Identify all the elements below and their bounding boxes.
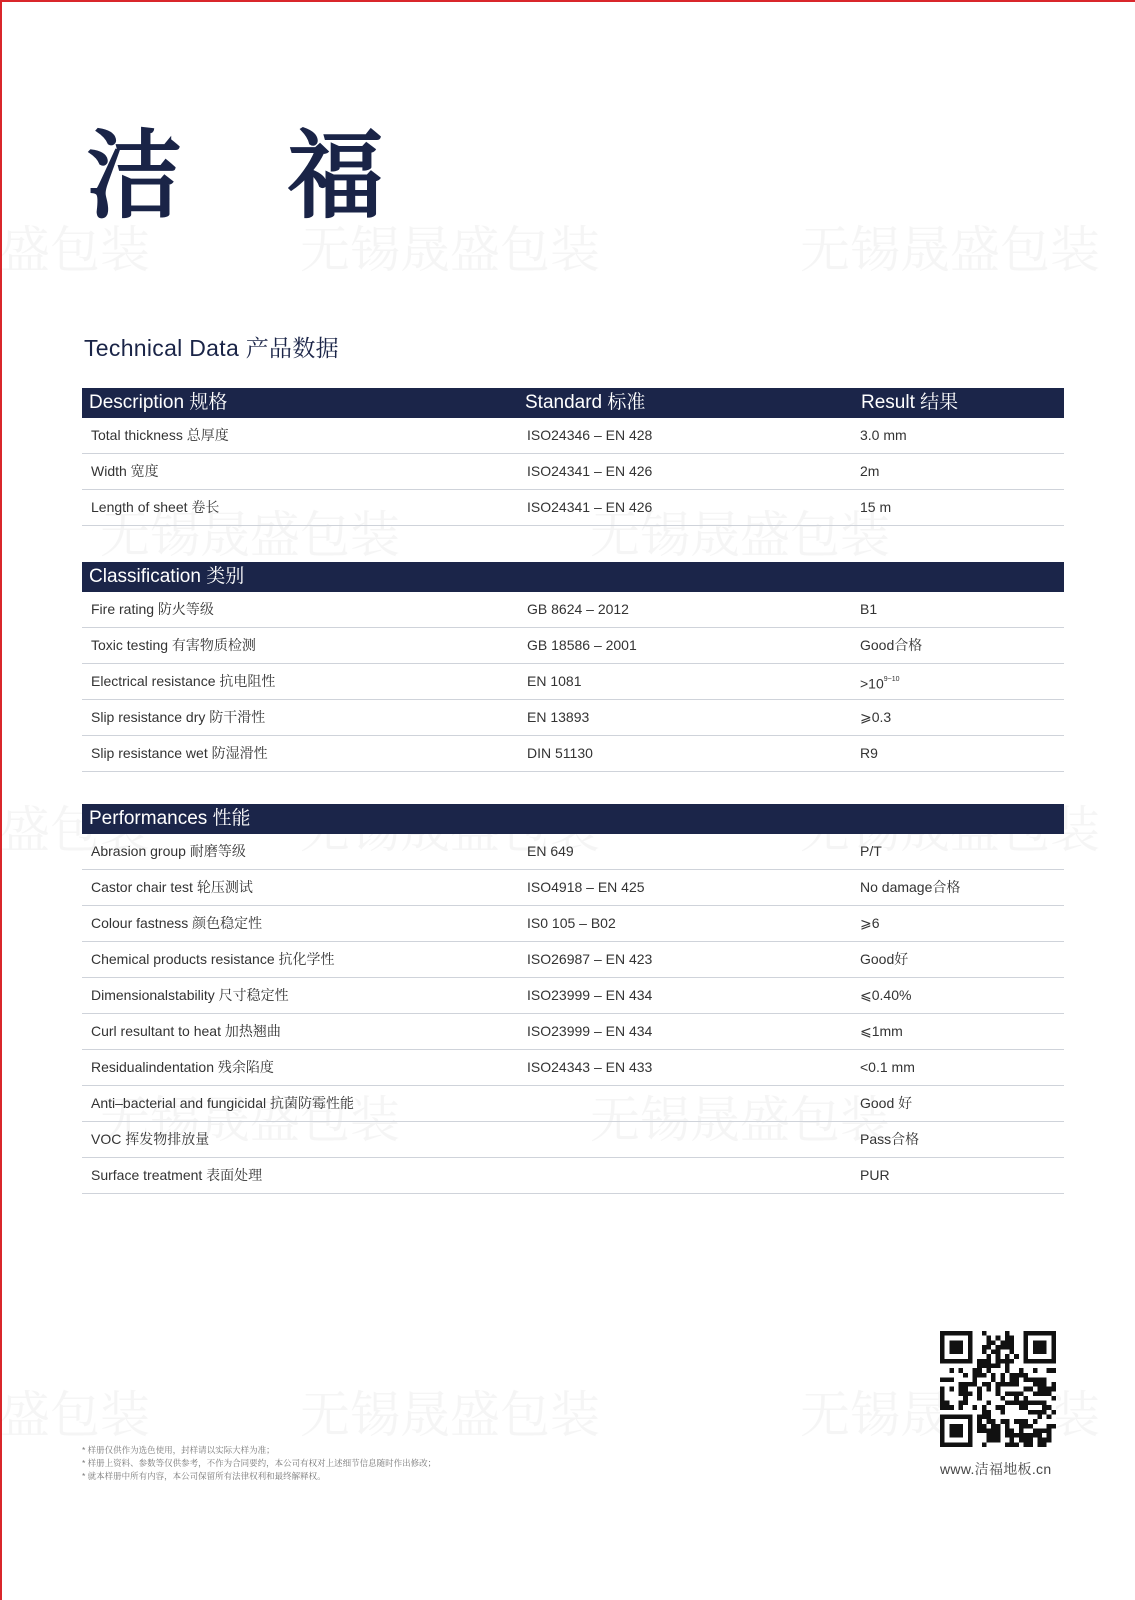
row-standard: ISO24343 – EN 433 (527, 1059, 653, 1075)
table-row (82, 942, 1064, 978)
frame-left-border (0, 0, 2, 1600)
row-description: Fire rating 防火等级 (91, 601, 214, 617)
row-description: Chemical products resistance 抗化学性 (91, 951, 335, 967)
table-row (82, 1014, 1064, 1050)
table-row (82, 834, 1064, 870)
header-standard: Standard 标准 (525, 392, 646, 413)
note-line: * 就本样册中所有内容，本公司保留所有法律权利和最终解释权。 (82, 1471, 326, 1481)
row-standard: ISO4918 – EN 425 (527, 879, 645, 895)
note-line: * 样册仅供作为选色使用，封样请以实际大样为准； (82, 1445, 275, 1455)
row-result: ⩽1mm (860, 1023, 903, 1039)
row-description: Dimensionalstability 尺寸稳定性 (91, 987, 289, 1003)
performances-table (82, 804, 1064, 1194)
table-row (82, 1050, 1064, 1086)
table-header-band (82, 388, 1064, 418)
website-url: www.洁福地板.cn (940, 1461, 1052, 1477)
table-row (82, 736, 1064, 772)
table-row (82, 592, 1064, 628)
row-standard: ISO26987 – EN 423 (527, 951, 653, 967)
header-result: Result 结果 (861, 392, 959, 413)
performances-band (82, 804, 1064, 834)
description-table (82, 388, 1064, 526)
row-description: Length of sheet 卷长 (91, 499, 220, 515)
table-row (82, 628, 1064, 664)
result-exponent: 9~10 (883, 676, 900, 683)
table-row (82, 1122, 1064, 1158)
row-description: Anti–bacterial and fungicidal 抗菌防霉性能 (91, 1095, 355, 1111)
row-description: Abrasion group 耐磨等级 (91, 843, 246, 859)
row-description: Curl resultant to heat 加热翘曲 (91, 1023, 281, 1039)
row-result: ⩾0.3 (860, 709, 892, 725)
section-title: Technical Data 产品数据 (84, 335, 339, 361)
row-description: Castor chair test 轮压测试 (91, 879, 253, 895)
row-result: Good好 (860, 951, 909, 967)
row-description: Toxic testing 有害物质检测 (91, 637, 256, 653)
table-row (82, 490, 1064, 526)
watermark (800, 210, 1100, 282)
classification-title: Classification 类别 (89, 566, 245, 587)
row-description: VOC 挥发物排放量 (91, 1131, 210, 1147)
row-standard: DIN 51130 (527, 745, 593, 761)
row-result: 15 m (860, 499, 892, 515)
row-result: B1 (860, 601, 878, 617)
row-result (860, 664, 900, 702)
performances-title: Performances 性能 (89, 808, 251, 829)
table-row (82, 870, 1064, 906)
row-result: Pass合格 (860, 1131, 920, 1147)
row-result: 3.0 mm (860, 427, 907, 443)
row-result: Good 好 (860, 1095, 913, 1111)
note-line: * 样册上资料、参数等仅供参考，不作为合同要约，本公司有权对上述细节信息随时作出修改； (82, 1458, 437, 1468)
row-description: Width 宽度 (91, 463, 159, 479)
watermark (0, 1375, 150, 1447)
row-description: Electrical resistance 抗电阻性 (91, 673, 276, 689)
row-description: Colour fastness 颜色稳定性 (91, 915, 263, 931)
row-description: Surface treatment 表面处理 (91, 1167, 263, 1183)
header-description: Description 规格 (89, 392, 228, 413)
footer-notes (82, 1444, 436, 1483)
classification-band (82, 562, 1064, 592)
row-description: Slip resistance dry 防干滑性 (91, 709, 266, 725)
row-standard: ISO24341 – EN 426 (527, 463, 653, 479)
row-result: Good合格 (860, 637, 923, 653)
row-standard: IS0 105 – B02 (527, 915, 616, 931)
row-standard: GB 18586 – 2001 (527, 637, 637, 653)
row-standard: EN 1081 (527, 673, 582, 689)
row-result: No damage合格 (860, 879, 961, 895)
row-result: ⩾6 (860, 915, 880, 931)
row-result: R9 (860, 745, 878, 761)
row-standard: ISO23999 – EN 434 (527, 1023, 653, 1039)
table-row (82, 978, 1064, 1014)
table-row (82, 664, 1064, 700)
row-result: P/T (860, 843, 882, 859)
qr-code (940, 1331, 1056, 1447)
result-base: >10 (860, 675, 884, 692)
row-standard: ISO24341 – EN 426 (527, 499, 653, 515)
row-standard: EN 649 (527, 843, 574, 859)
row-standard: ISO23999 – EN 434 (527, 987, 653, 1003)
row-description: Residualindentation 残余陷度 (91, 1059, 274, 1075)
frame-top-border (0, 0, 1135, 2)
watermark (300, 1375, 600, 1447)
table-row (82, 1086, 1064, 1122)
row-result: ⩽0.40% (860, 987, 912, 1003)
row-standard: ISO24346 – EN 428 (527, 427, 653, 443)
table-row (82, 454, 1064, 490)
row-result: PUR (860, 1167, 890, 1183)
brand-title: 洁 福 (86, 119, 420, 232)
table-row (82, 700, 1064, 736)
row-result: <0.1 mm (860, 1059, 915, 1075)
table-row (82, 418, 1064, 454)
table-row (82, 1158, 1064, 1194)
classification-table (82, 562, 1064, 772)
row-standard: GB 8624 – 2012 (527, 601, 629, 617)
table-row (82, 906, 1064, 942)
row-description: Slip resistance wet 防湿滑性 (91, 745, 268, 761)
row-standard: EN 13893 (527, 709, 590, 725)
row-description: Total thickness 总厚度 (91, 427, 229, 443)
row-result: 2m (860, 463, 880, 479)
